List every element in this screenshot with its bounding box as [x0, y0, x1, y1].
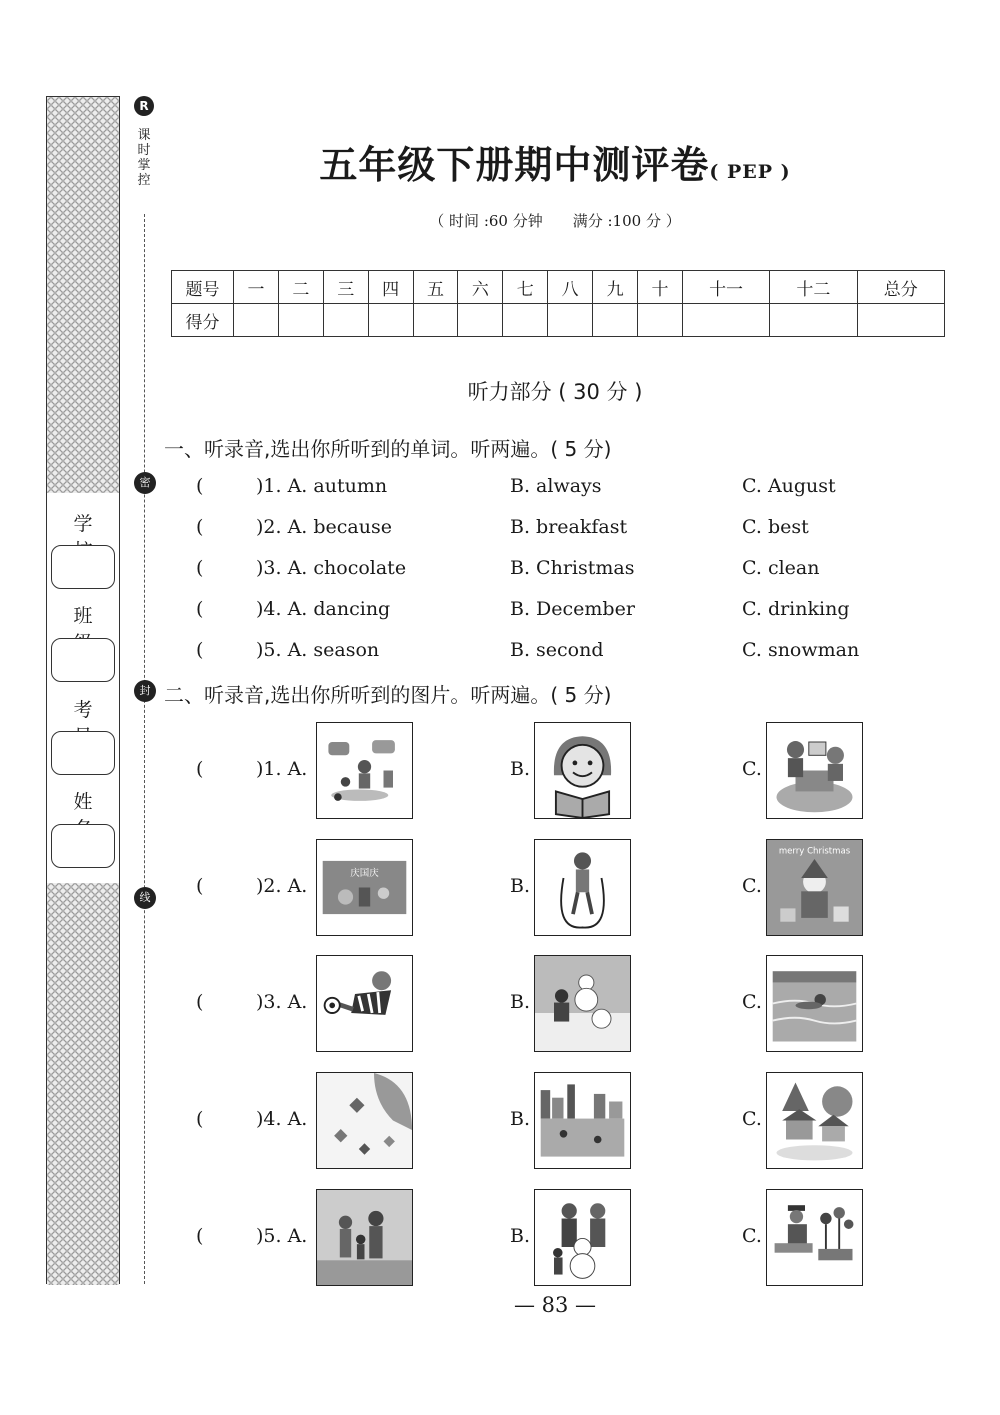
autumn-leaves-image[interactable]	[316, 1072, 413, 1169]
seal-mi: 密	[134, 472, 156, 494]
word-question-1	[0, 475, 1000, 505]
girl-reading-book-image[interactable]	[534, 722, 631, 819]
col-total: 总分	[857, 271, 944, 304]
word-question-4	[0, 598, 1000, 628]
answer-bracket[interactable]: (	[196, 639, 204, 661]
option-b-label: B.	[510, 758, 531, 780]
option-c: C. drinking	[742, 598, 850, 620]
kids-playing-room-image[interactable]	[316, 722, 413, 819]
title-suffix: ( PEP )	[709, 161, 791, 183]
option-b: B. second	[510, 639, 604, 661]
option-c: C. best	[742, 516, 809, 538]
score-cell-7[interactable]	[503, 304, 548, 337]
card-text: merry Christmas	[778, 846, 851, 857]
option-b: B. always	[510, 475, 602, 497]
option-b-label: B.	[510, 1225, 531, 1247]
option-b-label: B.	[510, 875, 531, 897]
title-text: 五年级下册期中测评卷	[319, 142, 710, 187]
option-b-label: B.	[510, 991, 531, 1013]
listening-section-title: 听力部分 ( 30 分 )	[467, 380, 643, 404]
score-cell-6[interactable]	[458, 304, 503, 337]
christmas-card-image[interactable]	[766, 839, 863, 936]
boy-playing-football-image[interactable]	[316, 955, 413, 1052]
col-7: 七	[503, 271, 548, 304]
option-c: C. clean	[742, 557, 820, 579]
option-b-label: B.	[510, 1108, 531, 1130]
option-c-label: C.	[742, 1108, 762, 1130]
answer-bracket[interactable]: (	[196, 1225, 204, 1247]
card-text: 庆国庆	[350, 868, 379, 880]
name-label: 姓	[73, 791, 103, 813]
man-planting-flowers-image[interactable]	[766, 1189, 863, 1286]
answer-bracket[interactable]: (	[196, 598, 204, 620]
score-table-header-row	[172, 271, 945, 304]
answer-bracket[interactable]: (	[196, 516, 204, 538]
option-c-label: C.	[742, 875, 762, 897]
score-cell-2[interactable]	[278, 304, 323, 337]
answer-bracket[interactable]: (	[196, 875, 204, 897]
score-cell-12[interactable]	[770, 304, 857, 337]
picture-question-4	[0, 1072, 1000, 1170]
option-a-label: )4. A.	[256, 1108, 308, 1130]
option-c: C. August	[742, 475, 836, 497]
col-2: 二	[278, 271, 323, 304]
option-c-label: C.	[742, 1225, 762, 1247]
option-a: )1. A. autumn	[256, 475, 388, 497]
answer-bracket[interactable]: (	[196, 1108, 204, 1130]
score-cell-8[interactable]	[548, 304, 593, 337]
summer-beach-city-image[interactable]	[534, 1072, 631, 1169]
col-11: 十一	[682, 271, 769, 304]
col-6: 六	[458, 271, 503, 304]
girl-skipping-rope-image[interactable]	[534, 839, 631, 936]
option-b: B. December	[510, 598, 635, 620]
option-a: )2. A. because	[256, 516, 392, 538]
score-cell-1[interactable]	[234, 304, 279, 337]
picture-question-2	[0, 839, 1000, 937]
score-cell-total[interactable]	[857, 304, 944, 337]
option-c: C. snowman	[742, 639, 860, 661]
col-1: 一	[234, 271, 279, 304]
answer-bracket[interactable]: (	[196, 758, 204, 780]
boy-swimming-image[interactable]	[766, 955, 863, 1052]
exam-time-info: （ 时间 :60 分钟 满分 :100 分 ）	[429, 212, 681, 230]
seal-feng: 封	[134, 680, 156, 702]
score-cell-10[interactable]	[638, 304, 683, 337]
col-8: 八	[548, 271, 593, 304]
part2-heading: 二、听录音,选出你所听到的图片。听两遍。( 5 分)	[164, 683, 612, 707]
exam-number-label: 考	[73, 699, 103, 721]
answer-bracket[interactable]: (	[196, 557, 204, 579]
option-b: B. breakfast	[510, 516, 628, 538]
option-a-label: )1. A.	[256, 758, 308, 780]
family-walking-image[interactable]	[316, 1189, 413, 1286]
seal-xian: 线	[134, 887, 156, 909]
picture-question-3	[0, 955, 1000, 1053]
class-label: 班	[73, 605, 103, 627]
score-cell-4[interactable]	[368, 304, 413, 337]
registered-mark-icon: R	[134, 96, 154, 116]
score-table-score-row	[172, 304, 945, 337]
page-number: — 83 —	[513, 1293, 597, 1317]
option-c-label: C.	[742, 991, 762, 1013]
score-cell-5[interactable]	[413, 304, 458, 337]
word-question-5	[0, 639, 1000, 669]
picture-question-5	[0, 1189, 1000, 1287]
kids-making-snowman-image[interactable]	[534, 955, 631, 1052]
winter-snow-houses-image[interactable]	[766, 1072, 863, 1169]
picture-question-1	[0, 722, 1000, 820]
score-label: 得分	[172, 304, 234, 337]
col-5: 五	[413, 271, 458, 304]
score-cell-9[interactable]	[593, 304, 638, 337]
option-a: )5. A. season	[256, 639, 380, 661]
answer-bracket[interactable]: (	[196, 991, 204, 1013]
option-a: )3. A. chocolate	[256, 557, 407, 579]
score-cell-11[interactable]	[682, 304, 769, 337]
option-b: B. Christmas	[510, 557, 635, 579]
national-day-card-image[interactable]	[316, 839, 413, 936]
option-a: )4. A. dancing	[256, 598, 391, 620]
word-question-2	[0, 516, 1000, 546]
brand-vertical-text: 课时掌控	[137, 128, 151, 188]
part1-heading: 一、听录音,选出你所听到的单词。听两遍。( 5 分)	[164, 437, 612, 461]
page-title	[0, 134, 1000, 189]
question-number-label: 题号	[172, 271, 234, 304]
score-cell-3[interactable]	[323, 304, 368, 337]
word-question-3	[0, 557, 1000, 587]
answer-bracket[interactable]: (	[196, 475, 204, 497]
col-3: 三	[323, 271, 368, 304]
school-label: 学	[73, 513, 103, 535]
kids-at-table-image[interactable]	[766, 722, 863, 819]
col-10: 十	[638, 271, 683, 304]
col-4: 四	[368, 271, 413, 304]
col-9: 九	[593, 271, 638, 304]
option-a-label: )5. A.	[256, 1225, 308, 1247]
option-a-label: )3. A.	[256, 991, 308, 1013]
option-c-label: C.	[742, 758, 762, 780]
col-12: 十二	[770, 271, 857, 304]
option-a-label: )2. A.	[256, 875, 308, 897]
family-with-snowman-image[interactable]	[534, 1189, 631, 1286]
score-table	[171, 270, 945, 337]
